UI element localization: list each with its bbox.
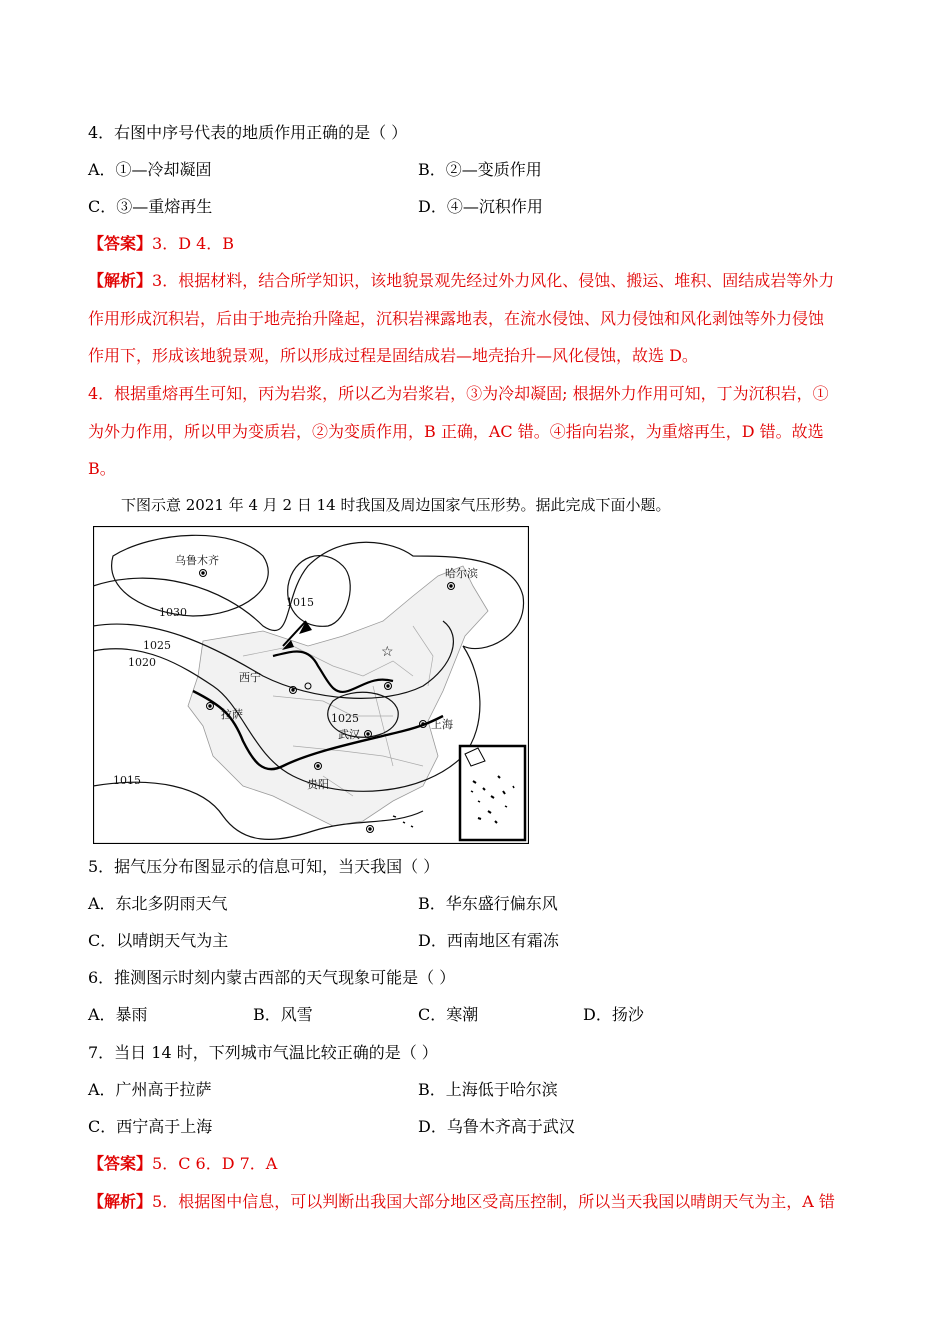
- q7-option-c: C．西宁高于上海: [88, 1117, 213, 1136]
- analysis-line-1: [88, 270, 834, 292]
- svg-text:☆: ☆: [381, 644, 394, 660]
- city-label: 西宁: [239, 671, 261, 684]
- answer-block-2: [88, 1153, 277, 1175]
- answer-label: 【答案】: [88, 1154, 153, 1173]
- q5-option-c: C．以晴朗天气为主: [88, 931, 229, 950]
- q4-stem: 4．右图中序号代表的地质作用正确的是（ ）: [88, 123, 408, 142]
- q5-option-a: A．东北多阴雨天气: [88, 894, 228, 913]
- pressure-map: [93, 526, 529, 844]
- analysis-text: 5．根据图中信息，可以判断出我国大部分地区受高压控制，所以当天我国以晴朗天气为主，A 错: [152, 1192, 835, 1211]
- isobar-label: 1015: [113, 774, 141, 787]
- analysis-label: 【解析】: [88, 1192, 153, 1211]
- isobar-label: 1025: [143, 639, 171, 652]
- isobar-label: 1020: [128, 656, 156, 669]
- city-label: 乌鲁木齐: [175, 554, 219, 567]
- city-label: 拉萨: [221, 708, 243, 721]
- q7-option-d: D．乌鲁木齐高于武汉: [418, 1117, 575, 1136]
- q4-option-b: B．②—变质作用: [418, 160, 542, 179]
- analysis-text: 3．根据材料，结合所学知识，该地貌景观先经过外力风化、侵蚀、搬运、堆积、固结成岩等外力: [152, 271, 835, 290]
- q4-option-a: A．①—冷却凝固: [88, 160, 212, 179]
- intro-text: 下图示意 2021 年 4 月 2 日 14 时我国及周边国家气压形势。据此完成下面小题。: [121, 496, 671, 514]
- answer-block-1: [88, 233, 234, 255]
- analysis-line-3: 作用下，形成该地貌景观，所以形成过程是固结成岩—地壳抬升—风化侵蚀，故选 D。: [88, 346, 698, 365]
- city-label: 贵阳: [307, 778, 329, 791]
- q6-stem: 6．推测图示时刻内蒙古西部的天气现象可能是（ ）: [88, 968, 456, 987]
- q4-option-d: D．④—沉积作用: [418, 197, 543, 216]
- city-label: 上海: [431, 718, 453, 731]
- analysis-label: 【解析】: [88, 271, 153, 290]
- q5-option-b: B．华东盛行偏东风: [418, 894, 558, 913]
- isobar-label: 1015: [286, 596, 314, 609]
- q5-option-d: D．西南地区有霜冻: [418, 931, 559, 950]
- isobar-label: 1030: [159, 606, 187, 619]
- city-label: 武汉: [338, 728, 360, 741]
- q7-stem: 7．当日 14 时，下列城市气温比较正确的是（ ）: [88, 1043, 438, 1062]
- answer-text: 5．C 6．D 7．A: [152, 1154, 278, 1173]
- answer-text: 3．D 4．B: [152, 234, 235, 253]
- q6-option-d: D．扬沙: [583, 1005, 644, 1024]
- analysis-block-2: [88, 1191, 835, 1213]
- q6-option-a: A．暴雨: [88, 1005, 148, 1024]
- analysis-line-4: 4．根据重熔再生可知，丙为岩浆，所以乙为岩浆岩，③为冷却凝固; 根据外力作用可知，丁为沉积岩，①: [88, 384, 829, 403]
- isobar-label: 1025: [331, 712, 359, 725]
- q6-option-c: C．寒潮: [418, 1005, 479, 1024]
- city-label: 哈尔滨: [445, 567, 478, 580]
- answer-label: 【答案】: [88, 234, 153, 253]
- q4-option-c: C．③—重熔再生: [88, 197, 213, 216]
- analysis-line-2: 作用形成沉积岩，后由于地壳抬升隆起，沉积岩裸露地表，在流水侵蚀、风力侵蚀和风化剥蚀等外力侵蚀: [88, 309, 825, 328]
- q7-option-b: B．上海低于哈尔滨: [418, 1080, 558, 1099]
- q7-option-a: A．广州高于拉萨: [88, 1080, 212, 1099]
- analysis-line-6: B。: [88, 459, 116, 478]
- q5-stem: 5．据气压分布图显示的信息可知，当天我国（ ）: [88, 857, 440, 876]
- analysis-line-5: 为外力作用，所以甲为变质岩，②为变质作用，B 正确，AC 错。④指向岩浆，为重熔再生，D 错。故选: [88, 422, 824, 441]
- q6-option-b: B．风雪: [253, 1005, 313, 1024]
